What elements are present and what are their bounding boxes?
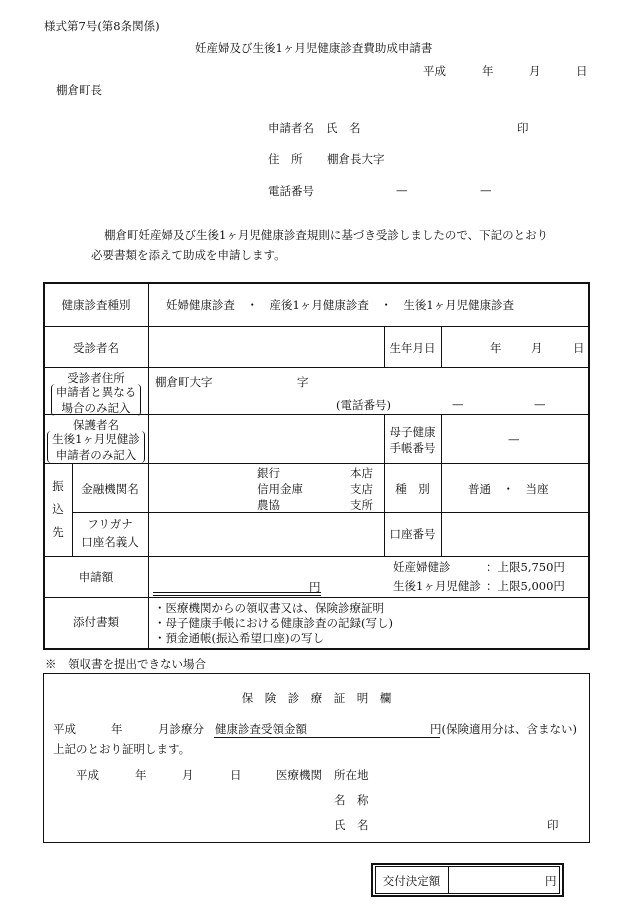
attachments-label: 添付書類 [73, 615, 119, 629]
branch-1: 本店 [350, 466, 373, 480]
attachment-item: ・母子健康手帳における健康診査の記録(写し) [154, 616, 393, 630]
address-note-1: 申請者と異なる [55, 385, 137, 399]
exam-type-options[interactable]: 妊婦健康診査 ・ 産後1ヶ月健康診査 ・ 生後1ヶ月児健康診査 [166, 298, 515, 312]
attachment-item: ・医療機関からの領収書又は、保険診療証明 [154, 601, 384, 615]
branch-3: 支所 [350, 498, 373, 512]
amount-underline [153, 592, 321, 593]
applicant-seal: 印 [517, 121, 529, 135]
guardian-note-1: 生後1ヶ月児健診 [52, 432, 140, 446]
attachment-item: ・預金通帳(振込希望口座)の写し [154, 631, 324, 645]
address-prefix: 棚倉町大字 [155, 375, 213, 389]
form-title: 妊産婦及び生後1ヶ月児健康診査費助成申請書 [195, 41, 433, 55]
guardian-note [44, 431, 148, 463]
birth-day: 日 [573, 341, 585, 355]
address-note [44, 384, 148, 416]
bank-type-3: 農協 [257, 498, 280, 512]
row-divider [44, 556, 589, 557]
amount-underline [153, 595, 321, 596]
limit-1-name: 妊産婦健診 [393, 560, 451, 574]
guardian-label: 保護者名 [73, 418, 119, 432]
col-divider [441, 414, 442, 557]
applicant-name-label: 申請者名 [268, 121, 314, 135]
date-year: 年 [482, 64, 494, 78]
guardian-note-2: 申請者のみ記入 [55, 448, 137, 462]
cert-certify: 上記のとおり証明します。 [53, 742, 191, 756]
row-divider [44, 367, 589, 368]
transfer-char-1: 振 [52, 479, 64, 493]
exam-type-label: 健康診査種別 [61, 298, 131, 312]
limit-2-name: 生後1ヶ月児健診 [393, 579, 481, 593]
birthdate-label: 生年月日 [389, 341, 436, 355]
cert-year: 年 [111, 722, 123, 736]
cert-month-part: 月診療分 [158, 722, 204, 736]
address-phone-dash: — [534, 397, 546, 411]
date-month: 月 [529, 64, 541, 78]
certificate-title: 保 険 診 療 証 明 欄 [241, 691, 392, 705]
amount-label: 申請額 [78, 570, 114, 584]
examinee-input[interactable] [150, 330, 382, 364]
account-number-label: 口座番号 [389, 527, 436, 541]
date-day: 日 [576, 64, 588, 78]
examinee-label: 受診者名 [73, 341, 119, 355]
handbook-label-2: 手帳番号 [389, 441, 436, 455]
birth-year: 年 [490, 341, 502, 355]
applicant-phone-dash: — [396, 183, 408, 197]
cert-era: 平成 [53, 722, 76, 736]
addressee: 棚倉町長 [56, 83, 102, 97]
account-type-options[interactable]: 普通 ・ 当座 [468, 482, 549, 496]
furigana-label: フリガナ [87, 517, 133, 531]
holder-label: 口座名義人 [81, 535, 139, 549]
decision-yen: 円 [545, 874, 557, 888]
amount-yen: 円 [309, 580, 321, 594]
transfer-char-3: 先 [52, 525, 64, 539]
cert-institution: 医療機関 [276, 768, 322, 782]
form-number: 様式第7号(第8条関係) [44, 19, 160, 33]
applicant-phone-dash: — [480, 183, 492, 197]
limit-2-value: ：上限5,000円 [486, 579, 565, 593]
row-divider [72, 512, 589, 513]
row-divider [44, 326, 589, 327]
cert-yen-note: 円(保険適用分は、含まない) [430, 722, 577, 736]
cert-amount-label: 健康診査受領金額 [215, 722, 307, 736]
address-phone-dash: — [452, 397, 464, 411]
note: ※ 領収書を提出できない場合 [45, 657, 206, 671]
col-divider [148, 283, 149, 649]
handbook-dash: — [508, 432, 520, 446]
handbook-label-1: 母子健康 [389, 425, 436, 439]
cert-date-year: 年 [135, 768, 147, 782]
col-divider [441, 326, 442, 368]
cert-date-era: 平成 [76, 768, 99, 782]
address-phone-label: (電話番号) [336, 398, 391, 412]
transfer-char-2: 込 [52, 502, 64, 516]
applicant-phone-label: 電話番号 [268, 184, 314, 198]
applicant-address-label: 住 所 [268, 152, 303, 166]
cert-person-label: 氏 名 [334, 818, 369, 832]
cert-location: 所在地 [334, 768, 369, 782]
intro-line-2: 必要書類を添えて助成を申請します。 [91, 248, 286, 262]
bank-label: 金融機関名 [81, 482, 139, 496]
examinee-address-label: 受診者住所 [67, 371, 125, 385]
intro-line-1: 棚倉町妊産婦及び生後1ヶ月児健康診査規則に基づき受診しましたので、下記のとおり [104, 228, 549, 242]
cert-amount-underline [214, 737, 440, 738]
address-note-2: 場合のみ記入 [61, 401, 131, 415]
cert-date-month: 月 [182, 768, 194, 782]
bank-type-1: 銀行 [257, 466, 280, 480]
date-era: 平成 [423, 64, 446, 78]
branch-2: 支店 [350, 482, 373, 496]
applicant-name-sub: 氏 名 [326, 121, 361, 135]
cert-seal: 印 [547, 818, 559, 832]
limit-1-value: ：上限5,750円 [486, 560, 565, 574]
decision-label: 交付決定額 [382, 874, 441, 888]
decision-divider [448, 866, 449, 894]
birth-month: 月 [531, 341, 543, 355]
row-divider [44, 597, 589, 598]
row-divider [44, 463, 589, 464]
address-aza: 字 [297, 375, 309, 389]
cert-name-label: 名 称 [334, 793, 369, 807]
account-type-label: 種 別 [395, 482, 430, 496]
bank-type-2: 信用金庫 [257, 482, 303, 496]
cert-date-day: 日 [230, 768, 242, 782]
applicant-address-value: 棚倉長大字 [327, 152, 385, 166]
